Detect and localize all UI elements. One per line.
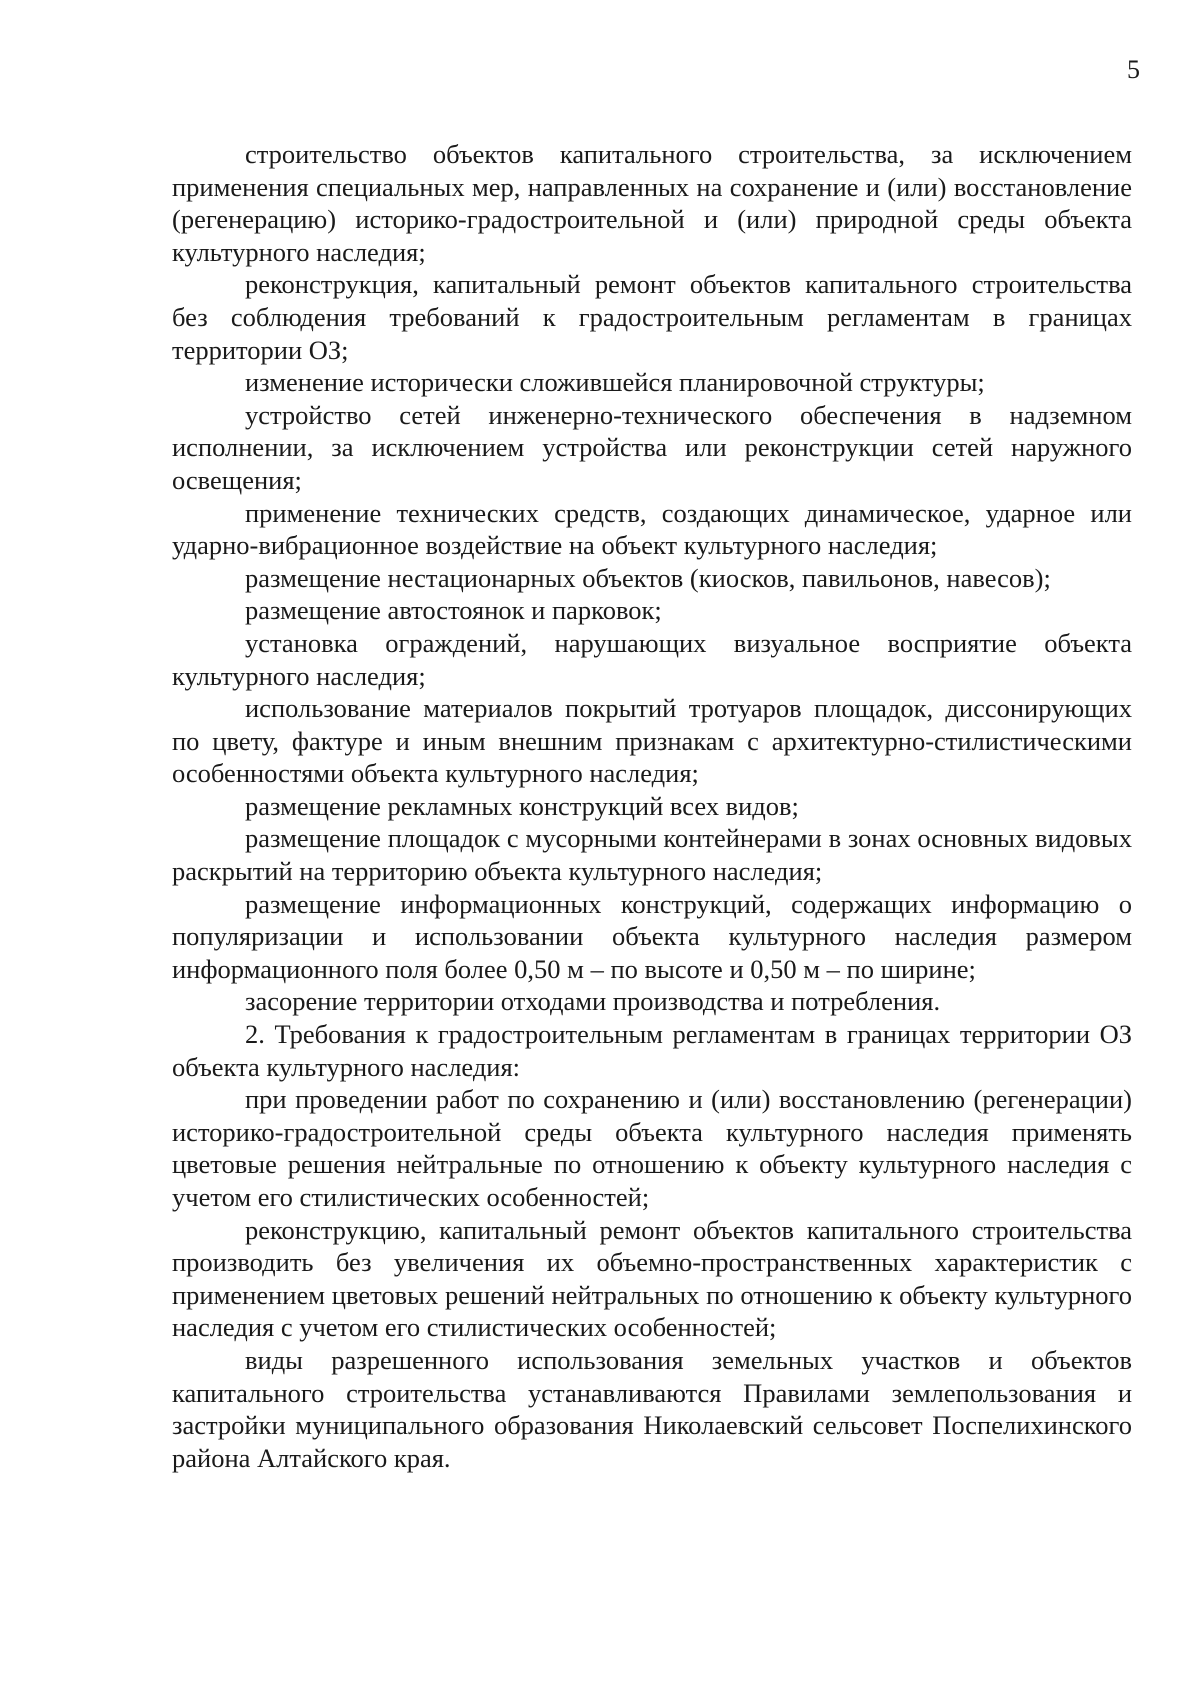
- paragraph-11: размещение площадок с мусорными контейнерами в зонах основных видовых раскрытий на территорию объекта культурного наследия;: [172, 823, 1132, 887]
- paragraph-9: использование материалов покрытий тротуаров площадок, диссонирующих по цвету, фактуре и иным внешним признакам с архитектурно-стилистическими особенностями объекта культурного наследия;: [172, 693, 1132, 789]
- paragraph-4: устройство сетей инженерно-технического обеспечения в надземном исполнении, за исключением устройства или реконструкции сетей наружного освещения;: [172, 399, 1132, 495]
- paragraph-5: применение технических средств, создающих динамическое, ударное или ударно-вибрационное воздействие на объект культурного наследия;: [172, 497, 1132, 561]
- paragraph-16: реконструкцию, капитальный ремонт объектов капитального строительства производить без увеличения их объемно-пространственных характеристик с применением цветовых решений нейтральных по отношению к объекту культурного наследия с учетом его стилистических особенностей;: [172, 1214, 1132, 1343]
- paragraph-1: строительство объектов капитального строительства, за исключением применения специальных мер, направленных на сохранение и (или) восстановление (регенерацию) историко-градостроительной и (или) природной среды объекта культурного наследия;: [172, 139, 1132, 267]
- page-number: 5: [1127, 55, 1140, 84]
- paragraph-6: размещение нестационарных объектов (киосков, павильонов, навесов);: [245, 562, 1051, 593]
- paragraph-2: реконструкция, капитальный ремонт объектов капитального строительства без соблюдения требований к градостроительным регламентам в границах территории ОЗ;: [172, 269, 1132, 365]
- paragraph-12: размещение информационных конструкций, содержащих информацию о популяризации и использовании объекта культурного наследия размером информационного поля более 0,50 м – по высоте и 0,50 м – по ширине;: [172, 888, 1132, 984]
- paragraph-15: при проведении работ по сохранению и (или) восстановлению (регенерации) историко-градостроительной среды объекта культурного наследия применять цветовые решения нейтральные по отношению к объекту культурного наследия с учетом его стилистических особенностей;: [172, 1084, 1132, 1212]
- paragraph-10: размещение рекламных конструкций всех видов;: [245, 790, 799, 821]
- paragraph-3: изменение исторически сложившейся планировочной структуры;: [245, 367, 985, 398]
- document-body: [172, 138, 1132, 1474]
- paragraph-7: размещение автостоянок и парковок;: [245, 595, 662, 626]
- section-heading-2: 2. Требования к градостроительным регламентам в границах территории ОЗ объекта культурного наследия:: [172, 1019, 1132, 1082]
- paragraph-17: виды разрешенного использования земельных участков и объектов капитального строительства устанавливаются Правилами землепользования и застройки муниципального образования Николаевский сельсовет Поспелихинского района Алтайского края.: [172, 1344, 1132, 1473]
- paragraph-8: установка ограждений, нарушающих визуальное восприятие объекта культурного наследия;: [172, 627, 1132, 691]
- paragraph-13: засорение территории отходами производства и потребления.: [245, 986, 941, 1017]
